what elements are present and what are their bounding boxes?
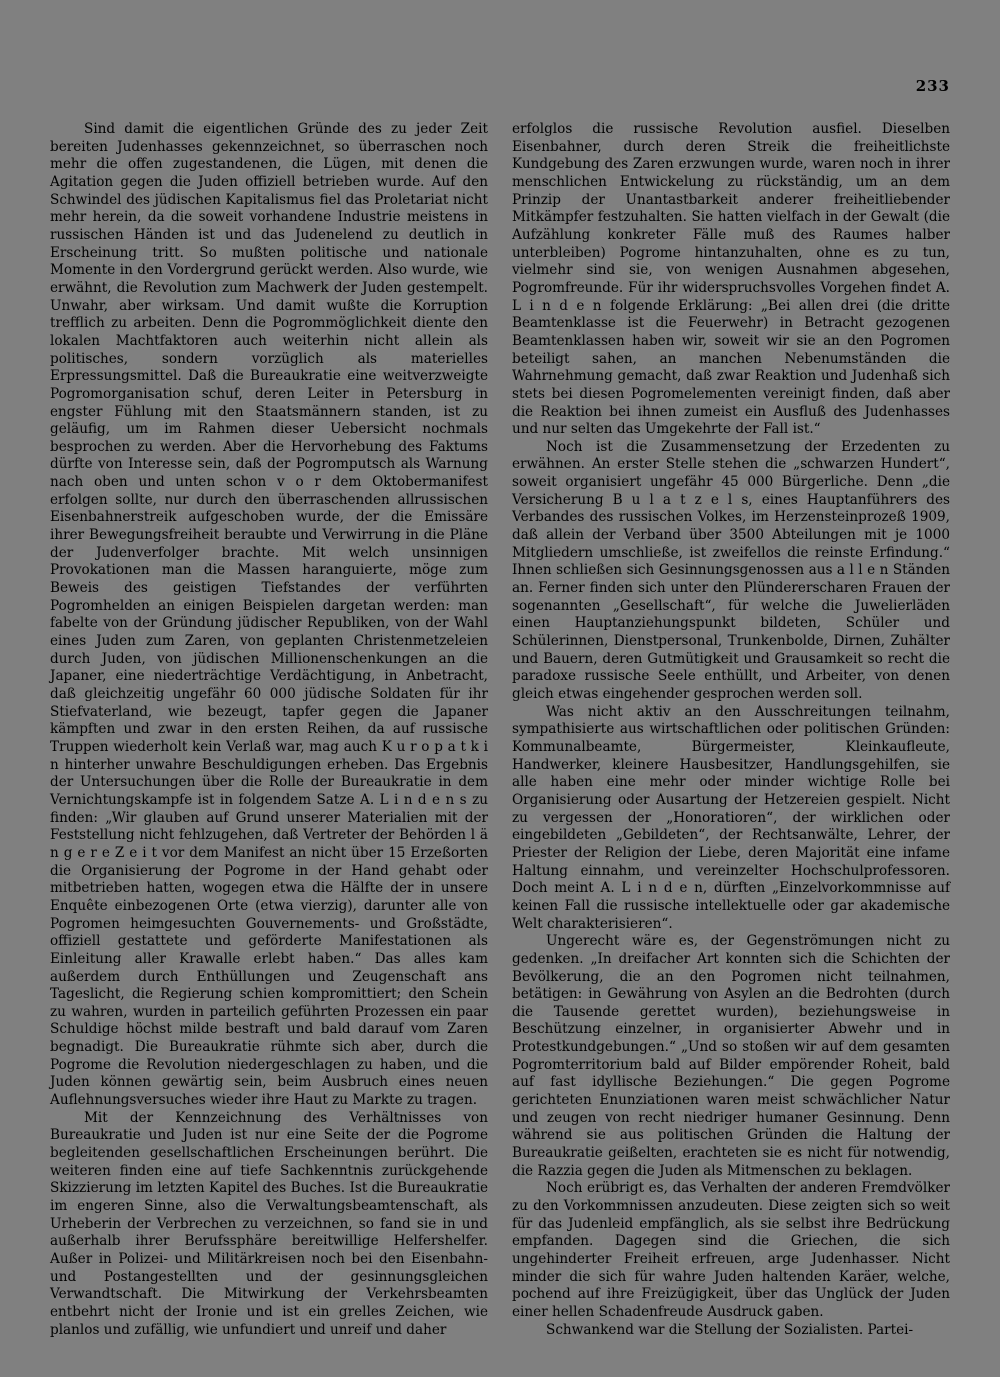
paragraph: Noch ist die Zusammensetzung der Erzedenten zu erwähnen. An erster Stelle stehen die „schwarzen Hundert“, soweit organisiert ungefähr 45 000 Bürgerliche. Denn „die Versicherung B u l a t z e l s, eines Hauptanführers des Verbandes des russischen Volkes, im Herzensteinprozeß 1909, daß allein der Verband über 3500 Abteilungen mit je 1000 Mitgliedern umschließe, ist zweifellos die reinste Erfindung.“ Ihnen schließen sich Gesinnungsgenossen aus a l l e n Ständen an. Ferner finden sich unter den Plündererscharen Frauen der sogenannten „Gesellschaft“, für welche die Juwelierläden einen Hauptanziehungspunkt bildeten, Schüler und Schülerinnen, Dienstpersonal, Trunkenbolde, Dirnen, Zuhälter und Bauern, deren Gutmütigkeit und Grausamkeit so recht die paradoxe russische Seele enthüllt, und Arbeiter, von denen gleich etwas eingehender gesprochen werden soll. (512, 438, 950, 702)
left-column (50, 121, 488, 1339)
paragraph: Sind damit die eigentlichen Gründe des zu jeder Zeit bereiten Judenhasses gekennzeichnet, so überraschen noch mehr die offen zugestandenen, die Lügen, mit denen die Agitation gegen die Juden offiziell betrieben wurde. Auf den Schwindel des jüdischen Kapitalismus fiel das Proletariat nicht mehr herein, da die soweit vorhandene Industrie meistens in russischen Händen ist und das Judenelend zu deutlich in Erscheinung tritt. So mußten politische und nationale Momente in den Vordergrund gerückt werden. Also wurde, wie erwähnt, die Revolution zum Machwerk der Juden gestempelt. Unwahr, aber wirksam. Und damit wußte die Korruption trefflich zu arbeiten. Denn die Pogrommöglichkeit diente den lokalen Machtfaktoren auch weiterhin nicht allein als politisches, sondern vorzüglich als materielles Erpressungsmittel. Daß die Bureaukratie eine weitverzweigte Pogromorganisation schuf, deren Leiter in Petersburg in engster Fühlung mit den Staatsmännern standen, ist zu geläufig, um im Rahmen dieser Uebersicht nochmals besprochen zu werden. Aber die Hervorhebung des Faktums dürfte von Interesse sein, daß der Pogromputsch als Warnung nach oben und unten schon v o r dem Oktobermanifest erfolgen sollte, nur durch den überraschenden allrussischen Eisenbahnerstreik aufgeschoben wurde, der die Emissäre ihrer Bewegungsfreiheit beraubte und Verwirrung in die Pläne der Judenverfolger brachte. Mit welch unsinnigen Provokationen man die Massen haranguierte, möge zum Beweis des geistigen Tiefstandes der verführten Pogromhelden an einigen Beispielen dargetan werden: man fabelte von der Gründung jüdischer Republiken, von der Wahl eines Juden zum Zaren, von geplanten Christenmetzeleien durch Juden, von jüdischen Millionenschenkungen an die Japaner, eine niederträchtige Verdächtigung, in Anbetracht, daß gleichzeitig ungefähr 60 000 jüdische Soldaten für ihr Stiefvaterland, wie bezeugt, tapfer gegen die Japaner kämpften und zwar in den ersten Reihen, da auf russische Truppen wiederholt kein Verlaß war, mag auch K u r o p a t k i n hinterher unwahre Beschuldigungen erheben. Das Ergebnis der Untersuchungen über die Rolle der Bureaukratie in dem Vernichtungskampfe ist in folgendem Satze A. L i n d e n s zu finden: „Wir glauben auf Grund unserer Materialien mit der Feststellung nicht fehlzugehen, daß Vertreter der Behörden l ä n g e r e Z e i t vor dem Manifest an nicht über 15 Erzeßorten die Organisierung der Pogrome in der Hand gehabt oder mitbetrieben hatten, wogegen etwa die Hälfte der in unsere Enquête einbezogenen Orte (etwa vierzig), darunter alle von Pogromen heimgesuchten Gouvernements- und Großstädte, offiziell gestattete und geförderte Manifestationen als Einleitung aller Krawalle erlebt haben.“ Das alles kam außerdem durch Enthüllungen und Zeugenschaft ans Tageslicht, die Regierung schien kompromittiert; den Schein zu wahren, wurden in parteilich geführten Prozessen ein paar Schuldige höchst milde bestraft und bald darauf vom Zaren begnadigt. Die Bureaukratie rühmte sich aber, durch die Pogrome die Revolution niedergeschlagen zu haben, und die Juden können gewärtig sein, beim Ausbruch eines neuen Auflehnungsversuches wieder ihre Haut zu Markte zu tragen. (50, 121, 488, 1109)
page-number: 233 (915, 77, 950, 95)
paragraph: Ungerecht wäre es, der Gegenströmungen nicht zu gedenken. „In dreifacher Art konnten sich die Schichten der Bevölkerung, die an den Pogromen nicht teilnahmen, betätigen: in Gewährung von Asylen an die Bedrohten (durch die Tausende gerettet wurden), beziehungsweise in Beschützung einzelner, in organisierter Abwehr und in Protestkundgebungen.“ „Und so stoßen wir auf dem gesamten Pogromterritorium bald auf Bilder empörender Roheit, bald auf fast idyllische Beziehungen.“ Die gegen Pogrome gerichteten Enunziationen waren meist schwächlicher Natur und zeugen von recht niedriger humaner Gesinnung. Denn während sie aus politischen Gründen die Haltung der Bureaukratie geißelten, erachteten sie es nicht für notwendig, die Razzia gegen die Juden als Mitmenschen zu beklagen. (512, 933, 950, 1179)
paragraph: Schwankend war die Stellung der Sozialisten. Partei- (546, 1321, 914, 1338)
paragraph: Was nicht aktiv an den Ausschreitungen teilnahm, sympathisierte aus wirtschaftlichen oder politischen Gründen: Kommunalbeamte, Bürgermeister, Kleinkaufleute, Handwerker, kleinere Hausbesitzer, Handlungsgehilfen, sie alle haben eine mehr oder minder wichtige Rolle bei Organisierung oder Ausartung der Hetzereien gespielt. Nicht zu vergessen der „Honoratioren“, der wirklichen oder eingebildeten „Gebildeten“, der Rechtsanwälte, Lehrer, der Priester der Religion der Liebe, deren Majorität eine infame Haltung einnahm, und vereinzelter Hochschulprofessoren. Doch meint A. L i n d e n, dürften „Einzelvorkommnisse auf keinen Fall die russische intellektuelle oder gar akademische Welt charakterisieren“. (512, 703, 950, 932)
paragraph: Noch erübrigt es, das Verhalten der anderen Fremdvölker zu den Vorkommnissen anzudeuten. Diese zeigten sich so weit für das Judenleid empfänglich, als sie selbst ihre Bedrückung empfanden. Dagegen sind die Griechen, die sich ungehinderter Freiheit erfreuen, arge Judenhasser. Nicht minder die sich für wahre Juden haltenden Karäer, welche, pochend auf ihre Freizügigkeit, über das Unglück der Juden einer hellen Schadenfreude Ausdruck gaben. (512, 1180, 950, 1320)
right-column (512, 121, 950, 1339)
paragraph: erfolglos die russische Revolution ausfiel. Dieselben Eisenbahner, durch deren Streik die freiheitlichste Kundgebung des Zaren erzwungen wurde, waren noch in ihrer menschlichen Entwickelung zu rückständig, um an dem Prinzip der Unantastbarkeit anderer freiheitliebender Mitkämpfer festzuhalten. Sie hatten vielfach in der Gewalt (die Aufzählung konkreter Fälle muß des Raumes halber unterbleiben) Pogrome hintanzuhalten, ohne es zu tun, vielmehr sind sie, von wenigen Ausnahmen abgesehen, Pogromfreunde. Für ihr widerspruchsvolles Vorgehen findet A. L i n d e n folgende Erklärung: „Bei allen drei (die dritte Beamtenklasse ist die Feuerwehr) in Betracht gezogenen Beamtenklassen haben wir, soweit wir sie an den Pogromen beteiligt sahen, an manchen Nebenumständen die Wahrnehmung gemacht, daß zwar Reaktion und Judenhaß sich stets bei diesen Pogromelementen vereinigt finden, daß aber die Reaktion bei ihnen zumeist ein Ausfluß des Judenhasses und nur selten das Umgekehrte der Fall ist.“ (512, 121, 950, 438)
paragraph: Mit der Kennzeichnung des Verhältnisses von Bureaukratie und Juden ist nur eine Seite der die Pogrome begleitenden gesellschaftlichen Erscheinungen berührt. Die weiteren finden eine auf tiefe Sachkenntnis zurückgehende Skizzierung im letzten Kapitel des Buches. Ist die Bureaukratie im engeren Sinne, also die Verwaltungsbeamtenschaft, als Urheberin der Verbrechen zu verzeichnen, so fand sie in und außerhalb ihrer Berufssphäre bereitwillige Helfershelfer. Außer in Polizei- und Militärkreisen noch bei den Eisenbahn- und Postangestellten und der gesinnungsgleichen Verwandtschaft. Die Mitwirkung der Verkehrsbeamten entbehrt nicht der Ironie und ist ein grelles Zeichen, wie planlos und zufällig, wie unfundiert und unreif und daher (50, 1109, 488, 1338)
